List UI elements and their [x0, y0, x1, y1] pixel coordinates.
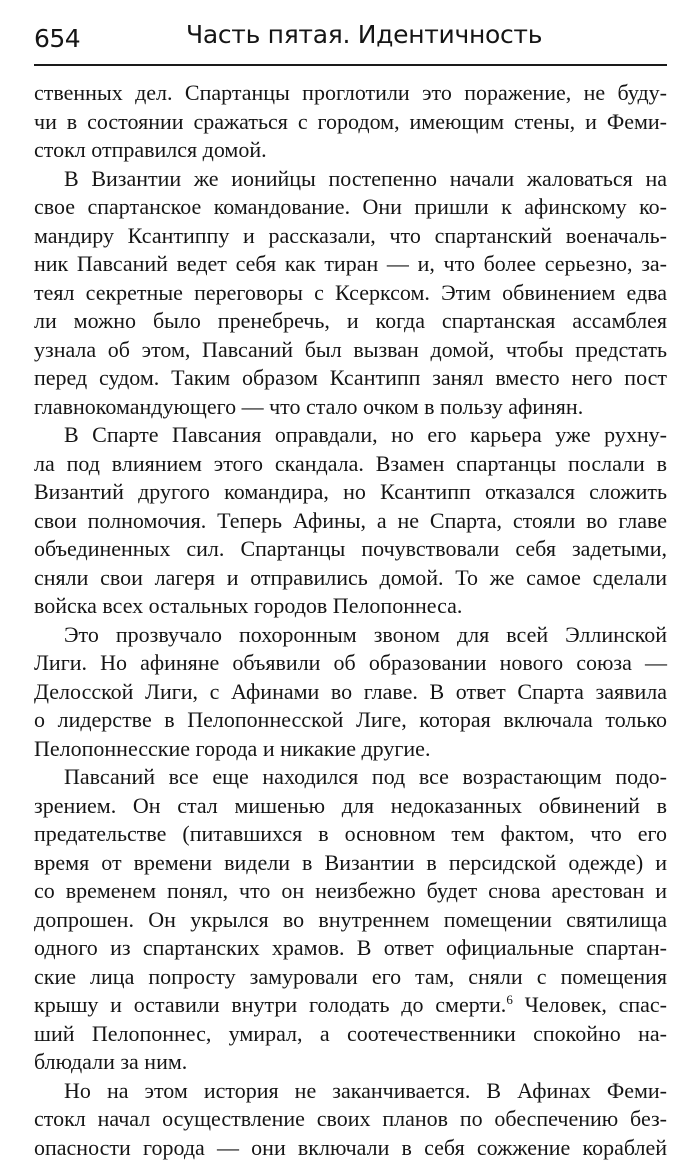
text-line: Лиги. Но афиняне объявили об образовании нового союза —: [34, 649, 667, 678]
text-line: опасности города — они включали в себя сожжение кораблей: [34, 1134, 667, 1162]
page-number: 654: [34, 24, 80, 53]
paragraph: [34, 79, 667, 165]
text-line-with-footnote: [34, 991, 667, 1020]
text-line: ник Павсаний ведет себя как тиран — и, что более серьезно, за-: [34, 250, 667, 279]
text-segment: Человек, спас-: [525, 992, 667, 1017]
text-line: войска всех остальных городов Пелопоннеса.: [34, 592, 667, 621]
text-line: Византий другого командира, но Ксантипп отказался сложить: [34, 478, 667, 507]
text-line: главнокомандующего — что стало очком в пользу афинян.: [34, 393, 667, 422]
text-line: свои полномочия. Теперь Афины, а не Спарта, стояли во главе: [34, 507, 667, 536]
paragraph: [34, 763, 667, 1077]
text-line: одного из спартанских храмов. В ответ официальные спартан-: [34, 934, 667, 963]
text-line: о лидерстве в Пелопоннесской Лиге, которая включала только: [34, 706, 667, 735]
text-line: предательстве (питавшихся в основном тем фактом, что его: [34, 820, 667, 849]
text-segment: крышу и оставили внутри голодать до смерти.: [34, 992, 506, 1017]
text-line: ла под влиянием этого скандала. Взамен спартанцы послали в: [34, 450, 667, 479]
text-line: зрением. Он стал мишенью для недоказанных обвинений в: [34, 792, 667, 821]
text-line: Это прозвучало похоронным звоном для всей Эллинской: [34, 621, 667, 650]
text-line: теял секретные переговоры с Ксерксом. Этим обвинением едва: [34, 279, 667, 308]
text-line: объединенных сил. Спартанцы почувствовали себя задетыми,: [34, 535, 667, 564]
text-line: допрошен. Он укрылся во внутреннем помещении святилища: [34, 906, 667, 935]
paragraph: [34, 1077, 667, 1162]
text-line: ственных дел. Спартанцы проглотили это поражение, не буду-: [34, 79, 667, 108]
text-line: свое спартанское командование. Они пришли к афинскому ко-: [34, 193, 667, 222]
text-line: мандиру Ксантиппу и рассказали, что спартанский военачаль-: [34, 222, 667, 251]
text-line: Пелопоннесские города и никакие другие.: [34, 735, 667, 764]
paragraph: [34, 621, 667, 764]
text-line: В Спарте Павсания оправдали, но его карьера уже рухну-: [34, 421, 667, 450]
text-line: Делосской Лиги, с Афинами во главе. В ответ Спарта заявила: [34, 678, 667, 707]
text-line: чи в состоянии сражаться с городом, имеющим стены, и Феми-: [34, 108, 667, 137]
running-title: Часть пятая. Идентичность: [186, 20, 542, 49]
text-line: Павсаний все еще находился под все возрастающим подо-: [34, 763, 667, 792]
text-line: блюдали за ним.: [34, 1048, 667, 1077]
footnote-marker[interactable]: 6: [506, 992, 513, 1007]
text-line: ший Пелопоннес, умирал, а соотечественники спокойно на-: [34, 1020, 667, 1049]
text-line: Но на этом история не заканчивается. В Афинах Феми-: [34, 1077, 667, 1106]
text-line: сняли свои лагеря и отправились домой. То же самое сделали: [34, 564, 667, 593]
paragraph: [34, 421, 667, 621]
paragraph: [34, 165, 667, 422]
page-header: [34, 18, 667, 66]
body-text: [34, 79, 667, 1162]
text-line: со временем понял, что он неизбежно будет снова арестован и: [34, 877, 667, 906]
text-line: время от времени видели в Византии в персидской одежде) и: [34, 849, 667, 878]
text-line: ские лица попросту замуровали его там, сняли с помещения: [34, 963, 667, 992]
text-line: стокл отправился домой.: [34, 136, 667, 165]
text-line: узнала об этом, Павсаний был вызван домой, чтобы предстать: [34, 336, 667, 365]
text-line: ли можно было пренебречь, и когда спартанская ассамблея: [34, 307, 667, 336]
text-line: В Византии же ионийцы постепенно начали жаловаться на: [34, 165, 667, 194]
text-line: стокл начал осуществление своих планов по обеспечению без-: [34, 1105, 667, 1134]
text-line: перед судом. Таким образом Ксантипп занял вместо него пост: [34, 364, 667, 393]
